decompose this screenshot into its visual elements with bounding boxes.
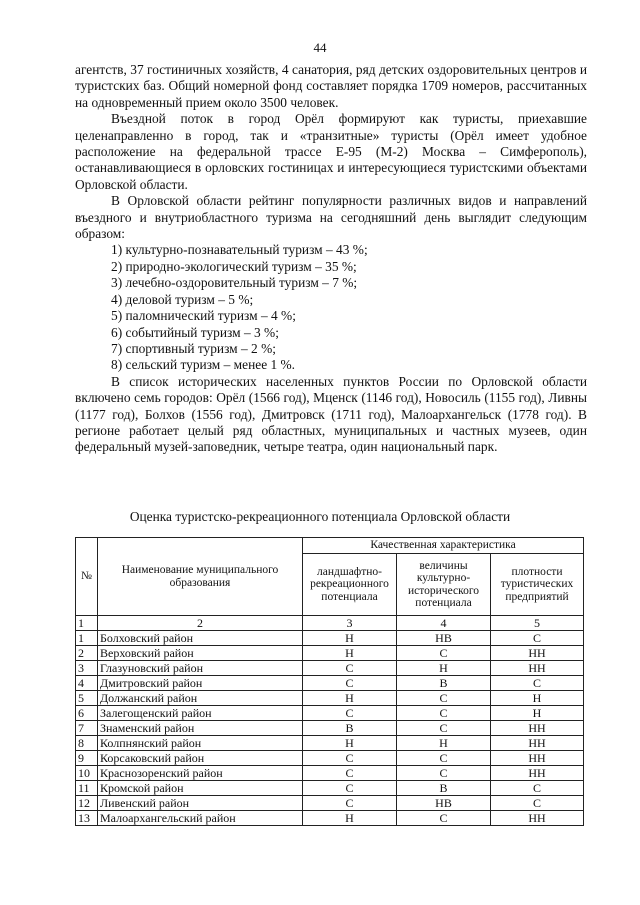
district-name: Болховский район (98, 631, 303, 646)
table-row (76, 691, 584, 706)
landscape-value: Н (303, 631, 397, 646)
table-row (76, 811, 584, 826)
district-name: Кромской район (98, 781, 303, 796)
list-item: 5) паломнический туризм – 4 %; (111, 308, 296, 324)
row-number: 12 (76, 796, 98, 811)
row-number: 7 (76, 721, 98, 736)
district-name: Ливенский район (98, 796, 303, 811)
row-number: 4 (76, 676, 98, 691)
density-value: С (491, 631, 584, 646)
table-row (76, 721, 584, 736)
density-value: НН (491, 646, 584, 661)
landscape-value: С (303, 676, 397, 691)
list-item: 7) спортивный туризм – 2 %; (111, 340, 276, 356)
row-number: 8 (76, 736, 98, 751)
density-value: НН (491, 766, 584, 781)
list-item: 3) лечебно-оздоровительный туризм – 7 %; (111, 275, 358, 291)
list-item: 6) событийный туризм – 3 %; (111, 324, 279, 340)
table-row (76, 631, 584, 646)
row-number: 2 (76, 646, 98, 661)
district-name: Малоархангельский район (98, 811, 303, 826)
district-name: Залегощенский район (98, 706, 303, 721)
density-value: С (491, 676, 584, 691)
table-row (76, 676, 584, 691)
paragraph-1: агентств, 37 гостиничных хозяйств, 4 санатория, ряд детских оздоровительных центров и туристских баз. Общий номерной фонд составляет порядка 1709 номеров, рассчитанных на одновременный прием около 3500 человек. (75, 62, 587, 110)
table-row (76, 751, 584, 766)
landscape-value: С (303, 751, 397, 766)
row-number: 5 (76, 691, 98, 706)
header-name: Наименование муниципального образования (98, 538, 303, 616)
index-cell: 4 (397, 616, 491, 631)
district-name: Краснозоренский район (98, 766, 303, 781)
potential-table (75, 537, 584, 826)
row-number: 6 (76, 706, 98, 721)
page-number: 44 (313, 40, 327, 55)
cultural-value: С (397, 766, 491, 781)
list-item: 4) деловой туризм – 5 %; (111, 291, 254, 307)
table-row (76, 706, 584, 721)
table-row (76, 661, 584, 676)
landscape-value: Н (303, 691, 397, 706)
row-number: 10 (76, 766, 98, 781)
row-number: 13 (76, 811, 98, 826)
paragraph-3: В Орловской области рейтинг популярности различных видов и направлений въездного и внутриобластного туризма на сегодняшний день выглядит следующим образом: (75, 193, 587, 242)
landscape-value: С (303, 796, 397, 811)
header-group: Качественная характеристика (303, 538, 584, 554)
cultural-value: В (397, 781, 491, 796)
table-row (76, 781, 584, 796)
density-value: НН (491, 811, 584, 826)
density-value: НН (491, 721, 584, 736)
district-name: Глазуновский район (98, 661, 303, 676)
table-row (76, 796, 584, 811)
density-value: Н (491, 691, 584, 706)
district-name: Должанский район (98, 691, 303, 706)
body-text (75, 62, 587, 456)
landscape-value: Н (303, 736, 397, 751)
cultural-value: С (397, 691, 491, 706)
list-item: 8) сельский туризм – менее 1 %. (111, 357, 296, 373)
header-density: плотности туристических предприятий (491, 554, 584, 616)
district-name: Знаменский район (98, 721, 303, 736)
tourism-rating-list (75, 242, 587, 373)
landscape-value: С (303, 781, 397, 796)
paragraph-4: В список исторических населенных пунктов России по Орловской области включено семь городов: Орёл (1566 год), Мценск (1146 год), Новосиль (1155 год), Ливны (1177 год), Болхов (1556 год), Дмитровск (1711 год), Малоархангельск (1778 год). В регионе работает целый ряд областных, муниципальных и частных музеев, один федеральный музей-заповедник, четыре театра, один национальный парк. (75, 373, 587, 455)
index-cell: 3 (303, 616, 397, 631)
landscape-value: С (303, 661, 397, 676)
landscape-value: С (303, 706, 397, 721)
district-name: Дмитровский район (98, 676, 303, 691)
density-value: С (491, 796, 584, 811)
header-num: № (76, 538, 98, 616)
landscape-value: Н (303, 646, 397, 661)
row-number: 11 (76, 781, 98, 796)
row-number: 9 (76, 751, 98, 766)
table-row (76, 736, 584, 751)
cultural-value: Н (397, 661, 491, 676)
cultural-value: С (397, 646, 491, 661)
index-cell: 2 (98, 616, 303, 631)
table-row (76, 646, 584, 661)
density-value: НН (491, 736, 584, 751)
density-value: НН (491, 661, 584, 676)
landscape-value: С (303, 766, 397, 781)
table-caption: Оценка туристско-рекреационного потенциала Орловской области (129, 509, 511, 524)
cultural-value: НВ (397, 631, 491, 646)
density-value: Н (491, 706, 584, 721)
list-item: 1) культурно-познавательный туризм – 43 %; (111, 242, 368, 258)
cultural-value: В (397, 676, 491, 691)
index-cell: 5 (491, 616, 584, 631)
density-value: НН (491, 751, 584, 766)
header-cultural: величины культурно-исторического потенциала (397, 554, 491, 616)
cultural-value: С (397, 706, 491, 721)
cultural-value: С (397, 811, 491, 826)
cultural-value: Н (397, 736, 491, 751)
landscape-value: В (303, 721, 397, 736)
cultural-value: С (397, 721, 491, 736)
district-name: Верховский район (98, 646, 303, 661)
cultural-value: НВ (397, 796, 491, 811)
row-number: 3 (76, 661, 98, 676)
landscape-value: Н (303, 811, 397, 826)
index-row (76, 616, 584, 631)
header-landscape: ландшафтно-рекреационного потенциала (303, 554, 397, 616)
district-name: Корсаковский район (98, 751, 303, 766)
density-value: С (491, 781, 584, 796)
index-cell: 1 (76, 616, 98, 631)
row-number: 1 (76, 631, 98, 646)
cultural-value: С (397, 751, 491, 766)
list-item: 2) природно-экологический туризм – 35 %; (111, 258, 357, 274)
table-row (76, 766, 584, 781)
district-name: Колпнянский район (98, 736, 303, 751)
paragraph-2: Въездной поток в город Орёл формируют как туристы, приехавшие целенаправленно в город, так и «транзитные» туристы (Орёл имеет удобное расположение на федеральной трассе Е-95 (М-2) Москва – Симферополь), останавливающиеся в орловских гостиницах и интересующиеся туристскими объектами Орловской области. (75, 111, 587, 192)
